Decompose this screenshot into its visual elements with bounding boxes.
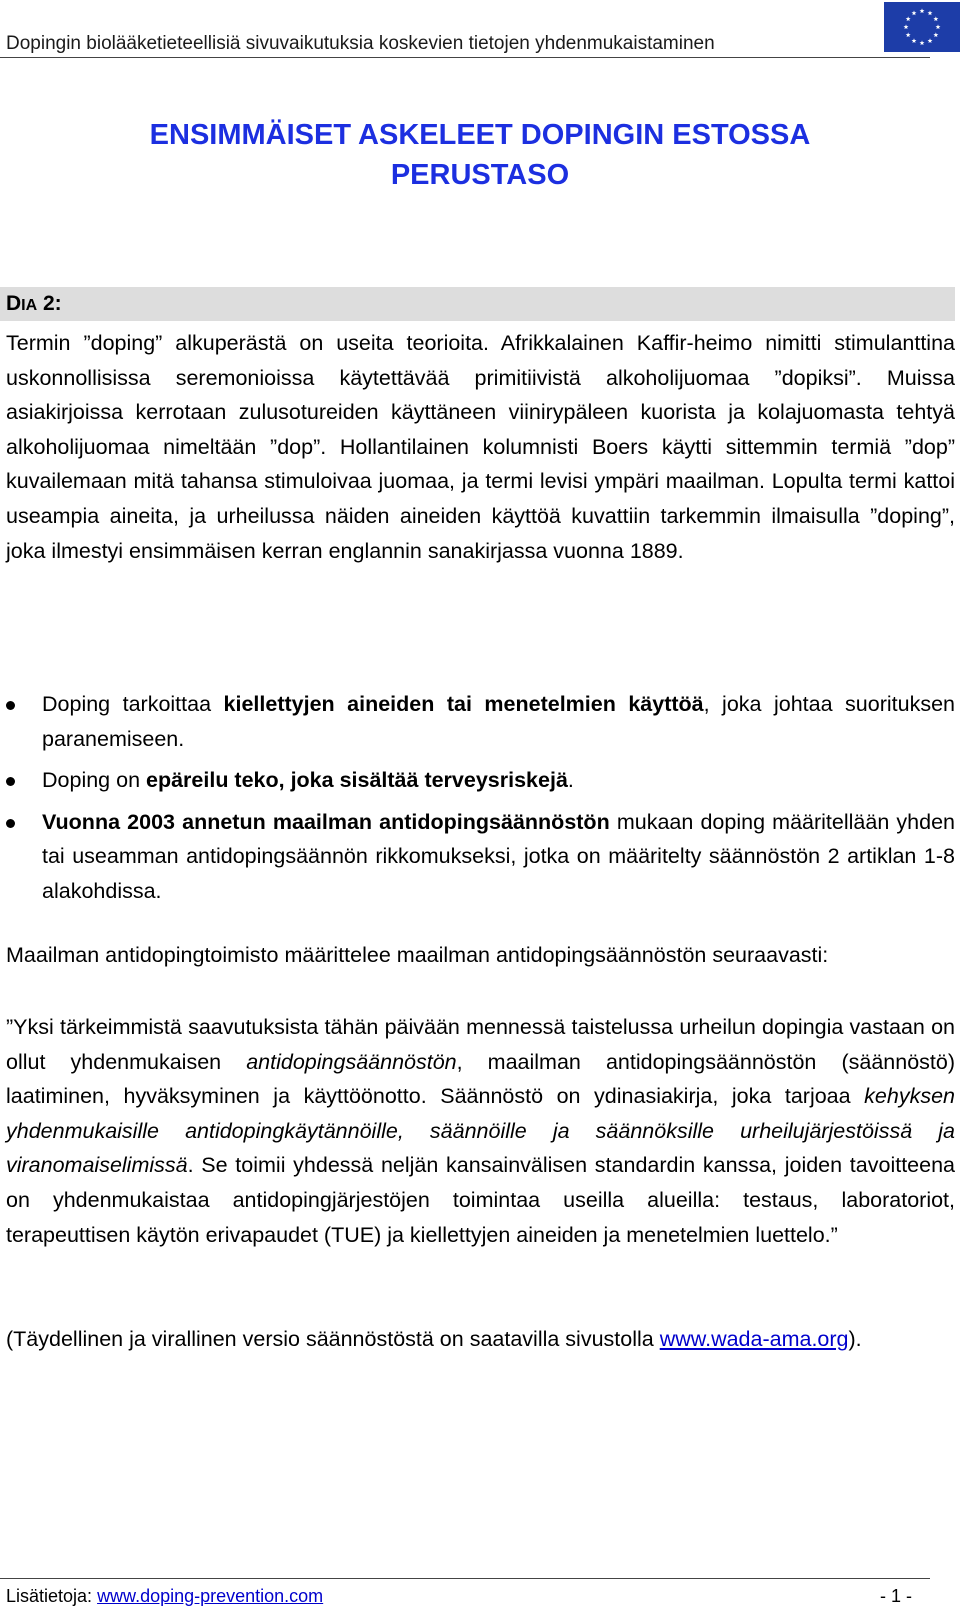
header-divider xyxy=(0,57,930,58)
official-version-note: (Täydellinen ja virallinen versio säännöstöstä on saatavilla sivustolla www.wada-ama.org). xyxy=(6,1327,862,1351)
bullet-icon xyxy=(6,819,15,828)
list-item: Doping tarkoittaa kiellettyjen aineiden tai menetelmien käyttöä, joka johtaa suorituksen paranemiseen. xyxy=(0,687,955,756)
bullet-icon xyxy=(6,701,15,710)
document-title: ENSIMMÄISET ASKELEET DOPINGIN ESTOSSA xyxy=(149,119,811,151)
slide-label: DIA 2: xyxy=(6,292,62,315)
quote-paragraph: ”Yksi tärkeimmistä saavutuksista tähän päivään mennessä taistelussa urheilun dopingia vastaan on ollut yhdenmukaisen antidopingsäännöstön, maailman antidopingsäännöstön (säännöstö) laatiminen, hyväksyminen ja käyttöönotto. Säännöstö on ydinasiakirja, joka tarjoaa kehyksen yhdenmukaisille antidopingkäytännöille, säännöille ja säännöksille urheilujärjestöissä ja viranomaiselimissä. Se toimii yhdessä neljän kansainvälisen standardin kanssa, joiden tavoitteena on yhdenmukaistaa antidopingjärjestöjen toimintaa useilla alueilla: testaus, laboratoriot, terapeuttisen käytön erivapaudet (TUE) ja kiellettyjen aineiden ja menetelmien luettelo.” xyxy=(6,1015,955,1247)
slide-heading-bar xyxy=(0,287,955,321)
document-subtitle: PERUSTASO xyxy=(390,159,570,191)
footer-info: Lisätietoja: www.doping-prevention.com xyxy=(6,1586,324,1606)
intro-paragraph: Termin ”doping” alkuperästä on useita teorioita. Afrikkalainen Kaffir-heimo nimitti stimulanttina uskonnollisissa seremonioissa käytettävää primitiivistä alkoholijuomaa ”dopiksi”. Muissa asiakirjoissa kerrotaan zulusotureiden käyttäneen viinirypäleen kuorista ja kolajuomasta tehtyä alkoholijuomaa nimeltään ”dop”. Hollantilainen kolumnisti Boers käytti sittemmin termiä ”dop” kuvailemaan mitä tahansa stimuloivaa juomaa, ja termi levisi ympäri maailman. Lopulta termi kattoi useampia aineita, ja urheilussa näiden aineiden käyttöä kuvattiin tarkemmin ilmaisulla ”doping”, joka ilmestyi ensimmäisen kerran englannin sanakirjassa vuonna 1889. xyxy=(6,331,955,563)
wada-intro-paragraph: Maailman antidopingtoimisto määrittelee maailman antidopingsäännöstön seuraavasti: xyxy=(6,943,829,967)
eu-flag-icon xyxy=(884,2,960,52)
page-header xyxy=(0,0,960,56)
bullet-icon xyxy=(6,777,15,786)
list-item: Vuonna 2003 annetun maailman antidopingsäännöstön mukaan doping määritellään yhden tai useamman antidopingsäännön rikkomukseksi, jotka on määritelty säännöstön 2 artiklan 1-8 alakohdissa. xyxy=(0,805,955,909)
wada-link[interactable]: www.wada-ama.org xyxy=(659,1327,849,1351)
page-number: - 1 - xyxy=(880,1586,913,1606)
key-points-list xyxy=(0,687,955,916)
footer-divider xyxy=(0,1578,930,1579)
doping-prevention-link[interactable]: www.doping-prevention.com xyxy=(97,1586,324,1606)
header-title: Dopingin biolääketieteellisiä sivuvaikutuksia koskevien tietojen yhdenmukaistaminen xyxy=(6,33,715,54)
list-item: Doping on epäreilu teko, joka sisältää terveysriskejä. xyxy=(0,763,955,798)
